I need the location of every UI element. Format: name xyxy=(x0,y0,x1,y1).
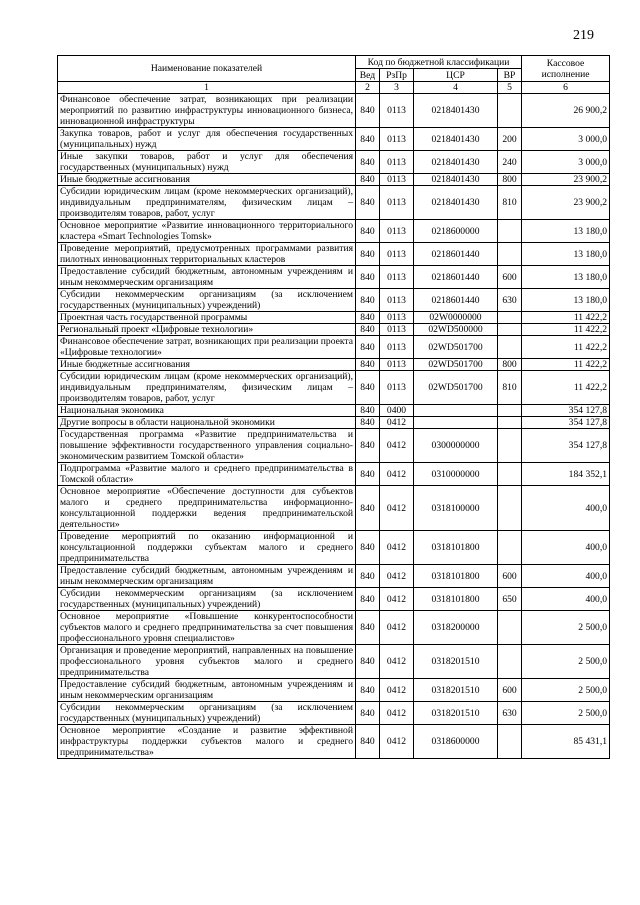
row-amount: 400,0 xyxy=(522,588,610,611)
row-amount: 2 500,0 xyxy=(522,645,610,679)
row-amount: 2 500,0 xyxy=(522,702,610,725)
row-ved: 840 xyxy=(356,645,380,679)
row-vr: 650 xyxy=(498,588,522,611)
row-csr: 0218401430 xyxy=(414,94,498,128)
row-ved: 840 xyxy=(356,417,380,429)
row-ved: 840 xyxy=(356,324,380,336)
row-rzpr: 0412 xyxy=(380,531,414,565)
row-name: Предоставление субсидий бюджетным, автономным учреждениям и иным некоммерческим организациям xyxy=(58,565,356,588)
row-vr xyxy=(498,220,522,243)
row-ved: 840 xyxy=(356,463,380,486)
row-vr: 240 xyxy=(498,151,522,174)
row-csr: 0218401430 xyxy=(414,151,498,174)
table-row xyxy=(58,531,610,565)
row-name: Субсидии некоммерческим организациям (за исключением государственных (муниципальных) учреждений) xyxy=(58,702,356,725)
row-vr: 810 xyxy=(498,186,522,220)
row-vr: 810 xyxy=(498,371,522,405)
row-csr: 0218401430 xyxy=(414,128,498,151)
row-name: Региональный проект «Цифровые технологии» xyxy=(58,324,356,336)
row-amount: 13 180,0 xyxy=(522,243,610,266)
row-name: Субсидии юридическим лицам (кроме некоммерческих организаций), индивидуальным предпринимателям, физическим лицам – производителям товаров, работ, услуг xyxy=(58,371,356,405)
row-csr: 0318201510 xyxy=(414,702,498,725)
row-rzpr: 0412 xyxy=(380,588,414,611)
table-row xyxy=(58,611,610,645)
row-vr xyxy=(498,725,522,759)
table-row xyxy=(58,702,610,725)
row-amount: 2 500,0 xyxy=(522,679,610,702)
row-rzpr: 0412 xyxy=(380,611,414,645)
row-csr: 0218600000 xyxy=(414,220,498,243)
row-csr: 0218601440 xyxy=(414,289,498,312)
row-amount: 354 127,8 xyxy=(522,429,610,463)
row-vr: 630 xyxy=(498,702,522,725)
row-vr: 800 xyxy=(498,359,522,371)
header-rzpr: РзПр xyxy=(380,69,414,82)
row-rzpr: 0113 xyxy=(380,220,414,243)
row-name: Финансовое обеспечение затрат, возникающих при реализации проекта «Цифровые технологии» xyxy=(58,336,356,359)
row-name: Национальная экономика xyxy=(58,405,356,417)
row-ved: 840 xyxy=(356,725,380,759)
row-ved: 840 xyxy=(356,186,380,220)
row-ved: 840 xyxy=(356,405,380,417)
row-csr: 0310000000 xyxy=(414,463,498,486)
row-vr xyxy=(498,531,522,565)
row-amount: 13 180,0 xyxy=(522,266,610,289)
row-rzpr: 0412 xyxy=(380,725,414,759)
row-ved: 840 xyxy=(356,336,380,359)
row-rzpr: 0412 xyxy=(380,463,414,486)
table-row xyxy=(58,405,610,417)
row-name: Субсидии юридическим лицам (кроме некоммерческих организаций), индивидуальным предпринимателям, физическим лицам – производителям товаров, работ, услуг xyxy=(58,186,356,220)
header-vr: ВР xyxy=(498,69,522,82)
table-row xyxy=(58,312,610,324)
row-ved: 840 xyxy=(356,359,380,371)
row-amount: 11 422,2 xyxy=(522,336,610,359)
row-amount: 23 900,2 xyxy=(522,186,610,220)
table-row xyxy=(58,463,610,486)
row-name: Предоставление субсидий бюджетным, автономным учреждениям и иным некоммерческим организациям xyxy=(58,266,356,289)
row-ved: 840 xyxy=(356,429,380,463)
table-row xyxy=(58,359,610,371)
row-csr: 02WD501700 xyxy=(414,336,498,359)
row-name: Субсидии некоммерческим организациям (за исключением государственных (муниципальных) учреждений) xyxy=(58,588,356,611)
table-row xyxy=(58,645,610,679)
row-name: Проектная часть государственной программы xyxy=(58,312,356,324)
table-row xyxy=(58,289,610,312)
row-csr: 0318201510 xyxy=(414,679,498,702)
row-amount: 184 352,1 xyxy=(522,463,610,486)
row-vr xyxy=(498,94,522,128)
row-amount: 2 500,0 xyxy=(522,611,610,645)
row-csr: 0218601440 xyxy=(414,243,498,266)
row-ved: 840 xyxy=(356,174,380,186)
row-vr xyxy=(498,417,522,429)
row-csr: 02WD501700 xyxy=(414,359,498,371)
column-number: 3 xyxy=(380,82,414,94)
row-rzpr: 0400 xyxy=(380,405,414,417)
row-csr xyxy=(414,405,498,417)
table-row xyxy=(58,679,610,702)
row-name: Финансовое обеспечение затрат, возникающих при реализации мероприятий по развитию инфраструктуры инновационного бизнеса, инновационной инфраструктуры xyxy=(58,94,356,128)
row-rzpr: 0113 xyxy=(380,371,414,405)
row-ved: 840 xyxy=(356,151,380,174)
table-row xyxy=(58,725,610,759)
row-name: Государственная программа «Развитие предпринимательства и повышение эффективности государственного управления социально-экономическим развитием Томской области» xyxy=(58,429,356,463)
table-row xyxy=(58,486,610,531)
row-rzpr: 0113 xyxy=(380,128,414,151)
row-name: Основное мероприятие «Создание и развитие эффективной инфраструктуры поддержки субъектов малого и среднего предпринимательства» xyxy=(58,725,356,759)
table-row xyxy=(58,94,610,128)
row-name: Основное мероприятие «Повышение конкурентоспособности субъектов малого и среднего предпринимательства за счет повышения профессионального уровня специалистов» xyxy=(58,611,356,645)
row-rzpr: 0113 xyxy=(380,243,414,266)
table-row xyxy=(58,220,610,243)
row-csr: 02WD500000 xyxy=(414,324,498,336)
row-name: Закупка товаров, работ и услуг для обеспечения государственных (муниципальных) нужд xyxy=(58,128,356,151)
row-csr: 0218401430 xyxy=(414,186,498,220)
row-amount: 11 422,2 xyxy=(522,371,610,405)
row-vr xyxy=(498,336,522,359)
row-vr xyxy=(498,405,522,417)
row-ved: 840 xyxy=(356,312,380,324)
row-name: Подпрограмма «Развитие малого и среднего предпринимательства в Томской области» xyxy=(58,463,356,486)
row-amount: 13 180,0 xyxy=(522,289,610,312)
row-name: Предоставление субсидий бюджетным, автономным учреждениям и иным некоммерческим организациям xyxy=(58,679,356,702)
row-vr: 200 xyxy=(498,128,522,151)
row-ved: 840 xyxy=(356,531,380,565)
row-csr: 0318201510 xyxy=(414,645,498,679)
row-rzpr: 0113 xyxy=(380,151,414,174)
row-name: Другие вопросы в области национальной экономики xyxy=(58,417,356,429)
table-row xyxy=(58,266,610,289)
row-ved: 840 xyxy=(356,243,380,266)
row-rzpr: 0113 xyxy=(380,94,414,128)
row-csr: 0318600000 xyxy=(414,725,498,759)
row-csr: 02WD501700 xyxy=(414,371,498,405)
row-ved: 840 xyxy=(356,702,380,725)
row-ved: 840 xyxy=(356,289,380,312)
row-csr: 0318101800 xyxy=(414,588,498,611)
row-name: Субсидии некоммерческим организациям (за исключением государственных (муниципальных) учреждений) xyxy=(58,289,356,312)
row-name: Основное мероприятие «Развитие инновационного территориального кластера «Smart Technologies Tomsk» xyxy=(58,220,356,243)
table-row xyxy=(58,565,610,588)
column-number: 6 xyxy=(522,82,610,94)
row-rzpr: 0113 xyxy=(380,359,414,371)
row-rzpr: 0412 xyxy=(380,429,414,463)
row-rzpr: 0412 xyxy=(380,679,414,702)
row-vr: 630 xyxy=(498,289,522,312)
row-rzpr: 0113 xyxy=(380,266,414,289)
row-ved: 840 xyxy=(356,679,380,702)
row-ved: 840 xyxy=(356,94,380,128)
row-vr xyxy=(498,324,522,336)
row-vr xyxy=(498,429,522,463)
row-ved: 840 xyxy=(356,220,380,243)
row-rzpr: 0113 xyxy=(380,174,414,186)
row-csr: 02W0000000 xyxy=(414,312,498,324)
row-rzpr: 0113 xyxy=(380,324,414,336)
header-cash-execution: Кассовое исполнение xyxy=(522,56,610,82)
row-ved: 840 xyxy=(356,565,380,588)
table-row xyxy=(58,588,610,611)
row-amount: 400,0 xyxy=(522,486,610,531)
table-row xyxy=(58,336,610,359)
row-vr: 600 xyxy=(498,679,522,702)
row-amount: 354 127,8 xyxy=(522,417,610,429)
row-vr: 600 xyxy=(498,266,522,289)
row-csr: 0218601440 xyxy=(414,266,498,289)
table-row xyxy=(58,128,610,151)
row-amount: 3 000,0 xyxy=(522,151,610,174)
column-number: 1 xyxy=(58,82,356,94)
row-amount: 85 431,1 xyxy=(522,725,610,759)
row-ved: 840 xyxy=(356,371,380,405)
row-amount: 400,0 xyxy=(522,565,610,588)
row-name: Организация и проведение мероприятий, направленных на повышение профессионального уровня субъектов малого и среднего предпринимательства xyxy=(58,645,356,679)
row-csr: 0318200000 xyxy=(414,611,498,645)
row-ved: 840 xyxy=(356,611,380,645)
row-vr xyxy=(498,486,522,531)
row-vr xyxy=(498,463,522,486)
row-csr: 0300000000 xyxy=(414,429,498,463)
column-number: 4 xyxy=(414,82,498,94)
table-row xyxy=(58,174,610,186)
row-vr xyxy=(498,611,522,645)
row-name: Иные закупки товаров, работ и услуг для обеспечения государственных (муниципальных) нужд xyxy=(58,151,356,174)
row-csr xyxy=(414,417,498,429)
header-budget-classification-code: Код по бюджетной классификации xyxy=(356,56,522,69)
row-rzpr: 0412 xyxy=(380,417,414,429)
row-amount: 26 900,2 xyxy=(522,94,610,128)
row-rzpr: 0412 xyxy=(380,565,414,588)
row-amount: 11 422,2 xyxy=(522,359,610,371)
row-amount: 11 422,2 xyxy=(522,324,610,336)
row-vr xyxy=(498,312,522,324)
row-vr xyxy=(498,645,522,679)
row-amount: 3 000,0 xyxy=(522,128,610,151)
row-rzpr: 0412 xyxy=(380,645,414,679)
row-csr: 0318101800 xyxy=(414,565,498,588)
row-ved: 840 xyxy=(356,128,380,151)
table-row xyxy=(58,417,610,429)
table-row xyxy=(58,186,610,220)
budget-execution-table xyxy=(57,55,610,759)
row-vr: 600 xyxy=(498,565,522,588)
header-indicator-name: Наименование показателей xyxy=(58,56,356,82)
table-row xyxy=(58,429,610,463)
row-csr: 0318100000 xyxy=(414,486,498,531)
header-ved: Вед xyxy=(356,69,380,82)
column-number: 2 xyxy=(356,82,380,94)
row-rzpr: 0113 xyxy=(380,312,414,324)
row-csr: 0318101800 xyxy=(414,531,498,565)
table-row xyxy=(58,371,610,405)
row-amount: 11 422,2 xyxy=(522,312,610,324)
table-row xyxy=(58,151,610,174)
row-vr xyxy=(498,243,522,266)
row-rzpr: 0113 xyxy=(380,336,414,359)
row-ved: 840 xyxy=(356,588,380,611)
row-ved: 840 xyxy=(356,486,380,531)
row-name: Основное мероприятие «Обеспечение доступности для субъектов малого и среднего предпринимательства информационно-консультационной поддержки ведения предпринимательской деятельности» xyxy=(58,486,356,531)
row-rzpr: 0113 xyxy=(380,186,414,220)
row-name: Иные бюджетные ассигнования xyxy=(58,359,356,371)
row-ved: 840 xyxy=(356,266,380,289)
row-name: Проведение мероприятий, предусмотренных программами развития пилотных инновационных территориальных кластеров xyxy=(58,243,356,266)
row-rzpr: 0412 xyxy=(380,486,414,531)
page-number: 219 xyxy=(573,28,594,43)
column-number: 5 xyxy=(498,82,522,94)
table-row xyxy=(58,324,610,336)
row-rzpr: 0113 xyxy=(380,289,414,312)
table-row xyxy=(58,243,610,266)
row-csr: 0218401430 xyxy=(414,174,498,186)
header-csr: ЦСР xyxy=(414,69,498,82)
column-number-row xyxy=(58,82,610,94)
row-name: Проведение мероприятий по оказанию информационной и консультационной поддержки субъектам малого и среднего предпринимательства xyxy=(58,531,356,565)
row-amount: 400,0 xyxy=(522,531,610,565)
row-amount: 354 127,8 xyxy=(522,405,610,417)
row-amount: 13 180,0 xyxy=(522,220,610,243)
row-amount: 23 900,2 xyxy=(522,174,610,186)
row-vr: 800 xyxy=(498,174,522,186)
row-rzpr: 0412 xyxy=(380,702,414,725)
row-name: Иные бюджетные ассигнования xyxy=(58,174,356,186)
